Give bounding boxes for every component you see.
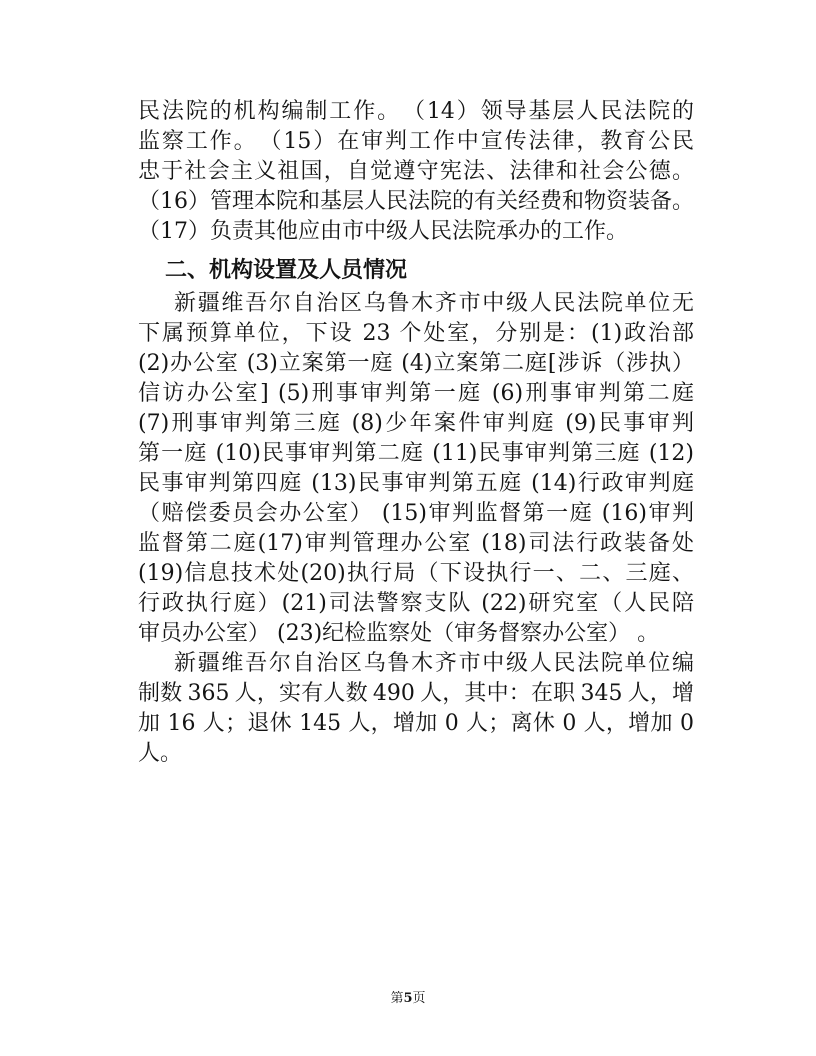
document-body [138,97,694,769]
body-text-line: 下属预算单位，下设 23 个处室，分别是：(1)政治部 [138,321,694,346]
body-text-line: 人。 [138,741,183,766]
body-text-line: 审员办公室） (23)纪检监察处（审务督察办公室） 。 [138,621,660,646]
body-text-line: (7)刑事审判第三庭 (8)少年案件审判庭 (9)民事审判 [138,411,694,436]
page-number: 5 [403,991,413,1006]
body-text-line: 加 16 人；退休 145 人，增加 0 人；离休 0 人，增加 0 [138,711,694,736]
page-footer [0,990,816,1008]
page-label-suffix: 页 [412,991,426,1006]
body-text-line: （17）负责其他应由市中级人民法院承办的工作。 [138,219,628,244]
body-text-line: 民事审判第四庭 (13)民事审判第五庭 (14)行政审判庭 [138,471,694,496]
body-text-line: 第一庭 (10)民事审判第二庭 (11)民事审判第三庭 (12) [138,441,694,466]
body-text-line: （16）管理本院和基层人民法院的有关经费和物资装备。 [138,189,694,214]
body-text-line: 新疆维吾尔自治区乌鲁木齐市中级人民法院单位编 [174,651,694,676]
body-text-line: 忠于社会主义祖国，自觉遵守宪法、法律和社会公德。 [138,159,694,184]
body-text-line: 民法院的机构编制工作。 （14）领导基层人民法院的 [138,99,694,124]
body-text-line: 行政执行庭）(21)司法警察支队 (22)研究室（人民陪 [138,591,694,616]
body-text-line: (19)信息技术处(20)执行局（下设执行一、二、三庭、 [138,561,694,586]
page-label-prefix: 第 [390,991,404,1006]
body-text-line: (2)办公室 (3)立案第一庭 (4)立案第二庭[涉诉（涉执） [138,351,694,376]
body-text-line: （赔偿委员会办公室） (15)审判监督第一庭 (16)审判 [138,501,694,526]
body-text-line: 制数 365 人，实有人数 490 人，其中：在职 345 人，增 [138,681,694,706]
body-text-line: 监察工作。 （15）在审判工作中宣传法律，教育公民 [138,129,694,154]
body-text-line: 信访办公室] (5)刑事审判第一庭 (6)刑事审判第二庭 [138,381,694,406]
section-heading: 二、机构设置及人员情况 [165,258,408,283]
body-text-line: 监督第二庭(17)审判管理办公室 (18)司法行政装备处 [138,531,694,556]
body-text-line: 新疆维吾尔自治区乌鲁木齐市中级人民法院单位无 [174,291,694,316]
